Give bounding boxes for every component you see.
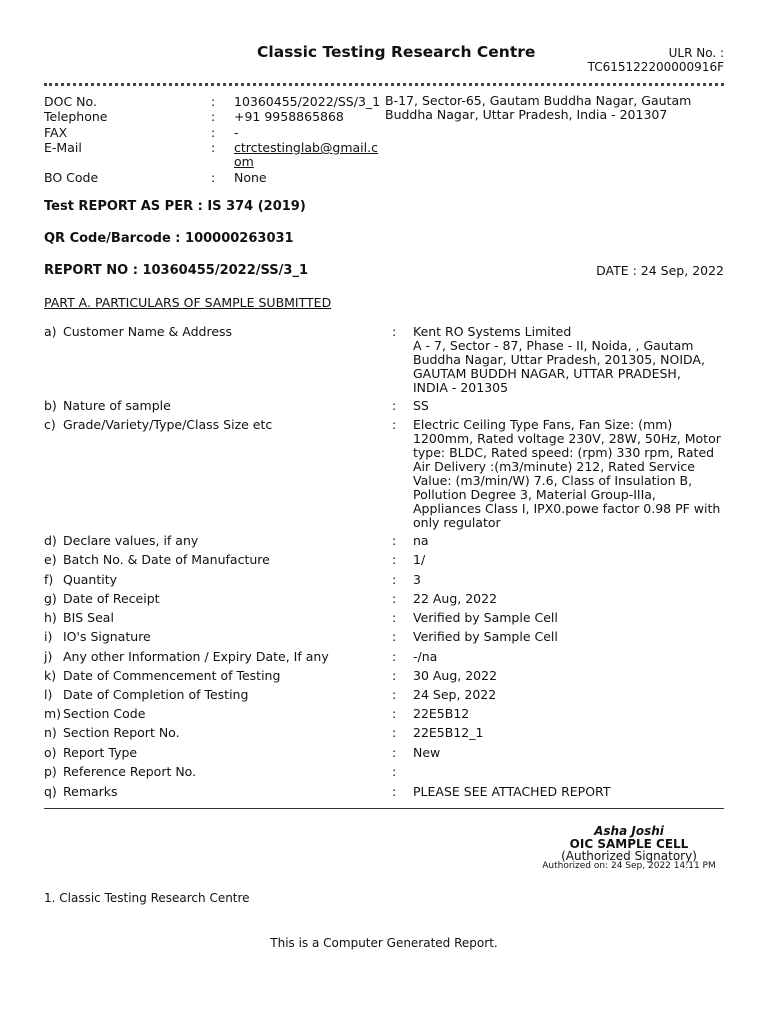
item-colon: :	[392, 745, 397, 760]
item-letter: h)	[44, 610, 57, 625]
item-colon: :	[392, 610, 397, 625]
item-letter: j)	[44, 649, 53, 664]
item-value: Verified by Sample Cell	[413, 610, 558, 625]
footnote: 1. Classic Testing Research Centre	[44, 891, 250, 905]
page-title: Classic Testing Research Centre	[257, 43, 536, 61]
report-date: DATE : 24 Sep, 2022	[596, 263, 724, 278]
item-label: Date of Receipt	[63, 591, 160, 606]
item-colon: :	[392, 649, 397, 664]
item-value: 24 Sep, 2022	[413, 687, 497, 702]
item-letter: d)	[44, 533, 57, 548]
email-colon: :	[211, 140, 216, 155]
item-label: Grade/Variety/Type/Class Size etc	[63, 417, 273, 432]
item-letter: b)	[44, 398, 57, 413]
lab-address: B-17, Sector-65, Gautam Buddha Nagar, Gautam Buddha Nagar, Uttar Pradesh, India - 201307	[385, 93, 692, 122]
customer-address: A - 7, Sector - 87, Phase - II, Noida, , Gautam Buddha Nagar, Uttar Pradesh, 201305, NOIDA, GAUTAM BUDDH NAGAR, UTTAR PRADESH, INDIA - 201305	[413, 338, 705, 395]
fax-colon: :	[211, 125, 216, 140]
computer-generated-note: This is a Computer Generated Report.	[270, 936, 498, 950]
section-divider	[44, 808, 724, 809]
item-value: -/na	[413, 649, 438, 664]
bo-code-label: BO Code	[44, 170, 99, 185]
ulr-label: ULR No. :	[668, 46, 724, 60]
telephone-colon: :	[211, 109, 216, 124]
fax-label: FAX	[44, 125, 68, 140]
item-label: Remarks	[63, 784, 118, 799]
item-colon: :	[392, 533, 397, 548]
item-colon: :	[392, 687, 397, 702]
ulr-value: TC615122200000916F	[587, 60, 724, 74]
item-label: Date of Commencement of Testing	[63, 668, 281, 683]
item-letter: g)	[44, 591, 57, 606]
item-letter: l)	[44, 687, 53, 702]
item-colon: :	[392, 398, 397, 413]
item-value: New	[413, 745, 441, 760]
doc-no-colon: :	[211, 94, 216, 109]
item-label: BIS Seal	[63, 610, 114, 625]
item-label: Section Code	[63, 706, 146, 721]
bo-code-value: None	[234, 170, 267, 185]
item-letter: c)	[44, 417, 56, 432]
item-letter: e)	[44, 552, 57, 567]
item-label: Report Type	[63, 745, 138, 760]
item-label: Any other Information / Expiry Date, If any	[63, 649, 329, 664]
item-label: Customer Name & Address	[63, 324, 233, 339]
telephone-label: Telephone	[44, 109, 108, 124]
item-letter: k)	[44, 668, 57, 683]
signatory-title: (Authorized Signatory)	[561, 849, 697, 863]
doc-no-label: DOC No.	[44, 94, 97, 109]
telephone-value: +91 9958865868	[234, 109, 344, 124]
item-value: Electric Ceiling Type Fans, Fan Size: (mm) 1200mm, Rated voltage 230V, 28W, 50Hz, Motor type: BLDC, Rated speed: (rpm) 330 rpm, Rated Air Delivery :(m3/minute) 212, Rated Service Value: (m3/min/W) 7.6, Class of Insulation B, Pollution Degree 3, Material Group-IIIa, Appliances Class I, IPX0.powe factor 0.98 PF with only regulator	[413, 417, 721, 530]
item-colon: :	[392, 324, 397, 339]
dotted-divider	[44, 83, 724, 86]
item-letter: i)	[44, 629, 53, 644]
signatory-name: Asha Joshi	[594, 824, 664, 838]
part-a-title: PART A. PARTICULARS OF SAMPLE SUBMITTED	[44, 295, 332, 310]
item-letter: m)	[44, 706, 62, 721]
item-colon: :	[392, 552, 397, 567]
item-label: Batch No. & Date of Manufacture	[63, 552, 270, 567]
bo-code-colon: :	[211, 170, 216, 185]
item-letter: q)	[44, 784, 57, 799]
item-label: IO's Signature	[63, 629, 151, 644]
item-label: Reference Report No.	[63, 764, 197, 779]
item-colon: :	[392, 764, 397, 779]
item-label: Quantity	[63, 572, 118, 587]
item-label: Date of Completion of Testing	[63, 687, 249, 702]
customer-name: Kent RO Systems Limited	[413, 324, 572, 339]
item-value: 22E5B12_1	[413, 725, 484, 740]
item-value: SS	[413, 398, 429, 413]
test-report-standard: Test REPORT AS PER : IS 374 (2019)	[44, 199, 306, 214]
item-colon: :	[392, 706, 397, 721]
item-colon: :	[392, 668, 397, 683]
item-letter: a)	[44, 324, 57, 339]
qr-barcode: QR Code/Barcode : 100000263031	[44, 231, 294, 246]
item-value: na	[413, 533, 429, 548]
item-letter: p)	[44, 764, 57, 779]
signatory-role: OIC SAMPLE CELL	[569, 837, 689, 851]
item-value: 3	[413, 572, 421, 587]
item-value: 22 Aug, 2022	[413, 591, 498, 606]
fax-value: -	[234, 125, 239, 140]
doc-no-value: 10360455/2022/SS/3_1	[234, 94, 381, 109]
item-colon: :	[392, 591, 397, 606]
report-number: REPORT NO : 10360455/2022/SS/3_1	[44, 263, 308, 278]
item-value: 1/	[413, 552, 426, 567]
item-value: PLEASE SEE ATTACHED REPORT	[413, 784, 611, 799]
item-value: 22E5B12	[413, 706, 470, 721]
item-value: Verified by Sample Cell	[413, 629, 558, 644]
item-colon: :	[392, 784, 397, 799]
authorized-on: Authorized on: 24 Sep, 2022 14:11 PM	[542, 861, 716, 871]
item-colon: :	[392, 725, 397, 740]
email-label: E-Mail	[44, 140, 82, 155]
item-colon: :	[392, 629, 397, 644]
item-letter: f)	[44, 572, 54, 587]
item-label: Declare values, if any	[63, 533, 199, 548]
item-value: 30 Aug, 2022	[413, 668, 498, 683]
item-label: Nature of sample	[63, 398, 171, 413]
item-colon: :	[392, 417, 397, 432]
item-letter: n)	[44, 725, 57, 740]
email-link[interactable]: ctrctestinglab@gmail.com	[234, 140, 378, 169]
item-label: Section Report No.	[63, 725, 180, 740]
item-letter: o)	[44, 745, 57, 760]
item-colon: :	[392, 572, 397, 587]
